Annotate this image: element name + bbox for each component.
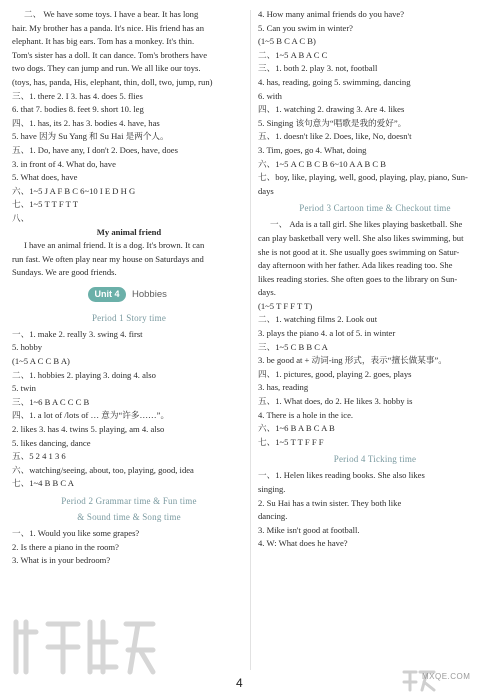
left-line: 6. that 7. bodies 8. feet 9. short 10. leg <box>12 104 144 115</box>
left-line: 五、1. Do, have any, I don't 2. Does, have, does <box>12 144 178 155</box>
left-line: hair. My brother has a panda. It's nice. His friend has an <box>12 22 204 33</box>
period3-line: 4. There is a hole in the ice. <box>258 409 354 420</box>
right-line: 5. Singing 该句意为“唱歌是我的爱好”。 <box>258 117 407 128</box>
unit-title: Hobbies <box>132 288 167 300</box>
left-line: 四、1. has, its 2. has 3. bodies 4. have, has <box>12 117 160 128</box>
column-divider <box>250 10 251 670</box>
period2-answers <box>12 527 246 568</box>
essay-line: I have an animal friend. It is a dog. It's brown. It can <box>24 240 205 251</box>
period3-line: 一、 Ada is a tall girl. She likes playing basketball. She <box>270 219 463 230</box>
period3-line: 七、1~5 T T F F F <box>258 436 324 447</box>
left-line: 七、1~5 T T F T T <box>12 199 79 210</box>
right-column <box>258 8 492 551</box>
period3-line: 三、1~5 C B B C A <box>258 341 328 352</box>
period1-line: 5. twin <box>12 383 36 394</box>
right-line: 4. How many animal friends do you have? <box>258 9 405 19</box>
period4-line: 一、1. Helen likes reading books. She also likes <box>258 470 425 481</box>
period3-line: day afternoon with her father. Ada likes reading too. She <box>258 260 453 271</box>
period2-line: 一、1. Would you like some grapes? <box>12 528 140 538</box>
period4-line: 3. Mike isn't good at football. <box>258 524 360 535</box>
left-line: 三、1. there 2. I 3. has 4. does 5. flies <box>12 90 143 101</box>
period4-line: singing. <box>258 484 286 494</box>
period1-line: 5. likes dancing, dance <box>12 437 91 448</box>
left-line: 5. What does, have <box>12 172 78 183</box>
period2-line: 2. Is there a piano in the room? <box>12 541 119 552</box>
right-line: 3. Tim, goes, go 4. What, doing <box>258 144 367 155</box>
page-number: 4 <box>236 676 243 690</box>
unit-badge: Unit 4 <box>88 287 126 302</box>
right-line: 五、1. doesn't like 2. Does, like, No, doesn't <box>258 131 412 142</box>
period2-line: 3. What is in your bedroom? <box>12 555 111 566</box>
left-line: Tom's sister has a doll. It can dance. Tom's brothers have <box>12 49 208 60</box>
right-line: 6. with <box>258 90 282 101</box>
period2-subtitle: & Sound time & Song time <box>77 512 181 522</box>
left-line: two dogs. They can jump and run. We all like our toys. <box>12 63 201 74</box>
period1-line: 一、1. make 2. really 3. swing 4. first <box>12 328 143 339</box>
right-line: 5. Can you swim in winter? <box>258 22 353 33</box>
period3-line: 五、1. What does, do 2. He likes 3. hobby is <box>258 396 413 407</box>
answers-period2-continued <box>258 8 492 198</box>
right-line: 4. has, reading, going 5. swimming, dancing <box>258 76 411 87</box>
left-line: elephant. It has big ears. Tom has a monkey. It's thin. <box>12 36 195 47</box>
period3-line: can play basketball very well. She also likes swimming, but <box>258 232 464 243</box>
left-line: (toys, has, panda, His, elephant, thin, doll, two, jump, run) <box>12 76 213 87</box>
period1-line: 三、1~6 B A C C C B <box>12 396 90 407</box>
period1-line: 二、1. hobbies 2. playing 3. doing 4. also <box>12 369 156 380</box>
left-line: 3. in front of 4. What do, have <box>12 158 116 169</box>
period1-line: 5. hobby <box>12 342 43 353</box>
left-line: 六、1~5 J A F B C 6~10 I E D H G <box>12 185 136 196</box>
right-line: 二、1~5 A B A C C <box>258 49 328 60</box>
period1-answers <box>12 328 246 491</box>
period3-title: Period 3 Cartoon time & Checkout time <box>299 203 451 214</box>
period4-answers <box>258 469 492 551</box>
essay-line: run fast. We often play near my house on Saturdays and <box>12 253 204 264</box>
right-line: 三、1. both 2. play 3. not, football <box>258 63 378 74</box>
right-line: 七、boy, like, playing, well, good, playing, play, piano, Sun- <box>258 172 468 183</box>
right-line: 四、1. watching 2. drawing 3. Are 4. likes <box>258 104 405 115</box>
period4-title: Period 4 Ticking time <box>333 454 417 465</box>
period1-line: 七、1~4 B B C A <box>12 478 74 489</box>
answers-unit3-continued <box>12 8 246 226</box>
period4-line: dancing. <box>258 511 288 522</box>
right-line: 六、1~5 A C B C B 6~10 A A B C B <box>258 158 386 169</box>
period3-line: likes reading stories. She often goes to the library on Sun- <box>258 273 458 284</box>
period2-title: Period 2 Grammar time & Fun time <box>61 496 197 506</box>
period1-line: (1~5 A C C B A) <box>12 356 70 367</box>
period3-line: (1~5 T F F T T) <box>258 300 313 311</box>
period3-line: 二、1. watching films 2. Look out <box>258 314 378 325</box>
period1-title: Period 1 Story time <box>91 312 167 323</box>
right-line: (1~5 B C A C B) <box>258 36 316 47</box>
period3-line: 3. plays the piano 4. a lot of 5. in winter <box>258 328 396 339</box>
left-line: 二、 We have some toys. I have a bear. It has long <box>24 9 199 19</box>
watermark-right-text: MXQE.COM <box>422 672 471 681</box>
period3-answers <box>258 218 492 449</box>
period1-line: 六、watching/seeing, about, too, playing, good, idea <box>12 464 194 475</box>
essay-title: My animal friend <box>96 226 162 237</box>
watermark-logo <box>8 612 158 682</box>
left-line: 5. have 因为 Su Yang 和 Su Hai 是两个人。 <box>12 131 169 142</box>
unit-header <box>12 284 246 306</box>
left-column <box>12 8 246 568</box>
period4-line: 2. Su Hai has a twin sister. They both like <box>258 497 402 508</box>
period4-line: 4. W: What does he have? <box>258 538 348 549</box>
period3-line: days. <box>258 287 276 298</box>
period1-line: 2. likes 3. has 4. twins 5. playing, am 4. also <box>12 424 165 435</box>
period3-line: 3. be good at + 动词-ing 形式，表示“擅长做某事”。 <box>258 355 447 366</box>
left-line: 八、 <box>12 212 30 223</box>
essay-line: Sundays. We are good friends. <box>12 267 117 278</box>
essay-body <box>12 239 246 280</box>
period3-line: 3. has, reading <box>258 382 309 393</box>
period1-line: 五、5 2 4 1 3 6 <box>12 451 66 462</box>
right-line: days <box>258 185 274 196</box>
period3-line: 四、1. pictures, good, playing 2. goes, plays <box>258 368 412 379</box>
period3-line: 六、1~6 B A B C A B <box>258 423 335 434</box>
period1-line: 四、1. a lot of /lots of … 意为“许多……”。 <box>12 410 170 421</box>
period3-line: she is not good at it. She usually goes swimming on Satur- <box>258 246 460 257</box>
